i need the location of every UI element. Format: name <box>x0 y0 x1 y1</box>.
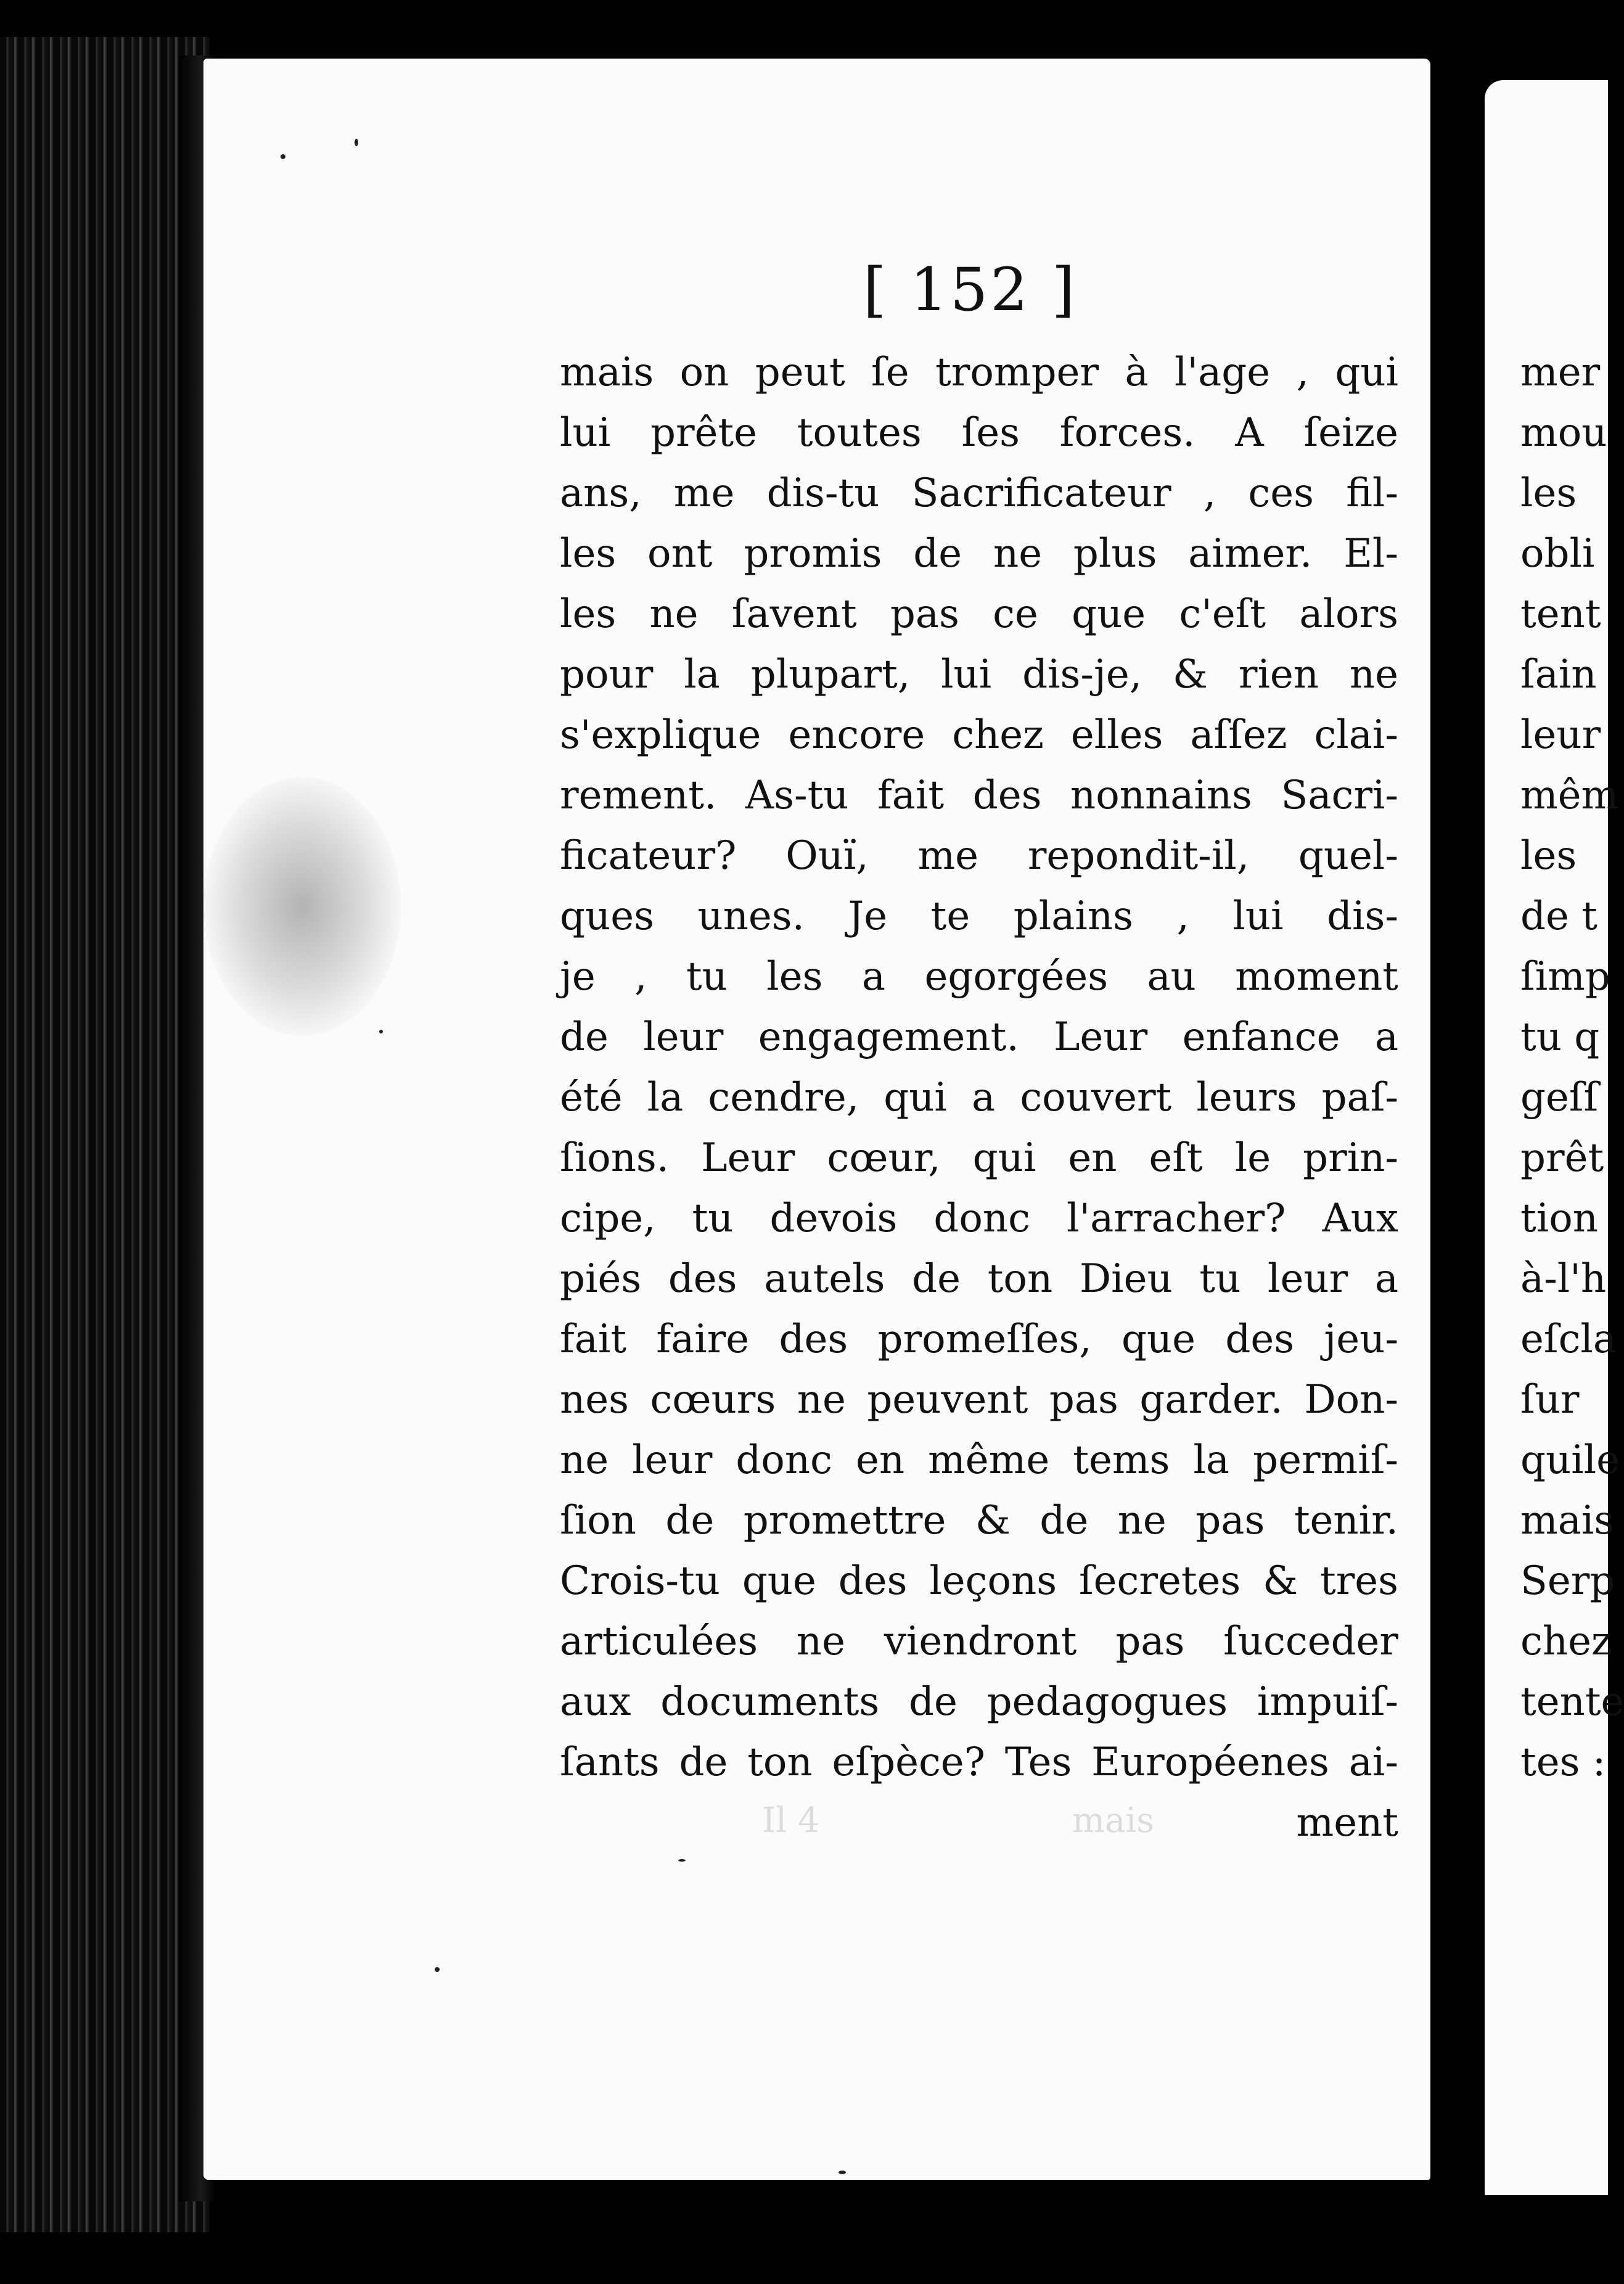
text-line: nes cœurs ne peuvent pas garder. Don- <box>560 1377 1398 1423</box>
facing-text-line: à-l'h <box>1520 1256 1607 1302</box>
facing-text-line: tion <box>1520 1196 1598 1241</box>
text-line: les ne ſavent pas ce que c'eſt alors <box>560 591 1398 637</box>
text-line: s'explique encore chez elles aſſez clai- <box>560 712 1398 758</box>
facing-text-line: Serp <box>1520 1558 1615 1604</box>
facing-text-line: tu q <box>1520 1014 1600 1060</box>
page-number: [ 152 ] <box>863 255 1078 324</box>
facing-text-line: mêm <box>1520 773 1619 818</box>
facing-text-line: de t <box>1520 893 1597 939</box>
paper-stain <box>203 777 401 1036</box>
catchword: ment <box>1296 1800 1398 1846</box>
facing-text-line: ſain <box>1520 652 1597 697</box>
facing-text-line: mais <box>1520 1498 1615 1543</box>
facing-text-line: les <box>1520 470 1577 516</box>
facing-text-line: prêt <box>1520 1135 1604 1181</box>
paper-speck <box>435 1967 440 1972</box>
text-line: été la cendre, qui a couvert leurs paſ- <box>560 1075 1398 1120</box>
facing-text-line: obli <box>1520 531 1595 577</box>
paper-speck <box>678 1859 686 1862</box>
facing-text-line: tente <box>1520 1679 1624 1725</box>
text-line: ſants de ton eſpèce? Tes Européenes ai- <box>560 1740 1398 1785</box>
facing-text-line: tent <box>1520 591 1601 637</box>
facing-text-line: tes : <box>1520 1740 1606 1785</box>
text-line: pour la plupart, lui dis-je, & rien ne <box>560 652 1398 697</box>
facing-text-line: chez <box>1520 1619 1612 1664</box>
paper-speck <box>281 154 285 159</box>
facing-text-line: eſcla <box>1520 1317 1617 1362</box>
facing-text-line: leur <box>1520 712 1601 758</box>
paper-speck <box>379 1030 383 1033</box>
text-line: ſions. Leur cœur, qui en eſt le prin- <box>560 1135 1398 1181</box>
text-line: mais on peut ſe tromper à l'age , qui <box>560 350 1398 395</box>
text-line: ficateur? Ouï, me repondit-il, quel- <box>560 833 1398 879</box>
text-line: ne leur donc en même tems la permiſ- <box>560 1437 1398 1483</box>
facing-text-line: mer <box>1520 350 1601 395</box>
facing-text-line: ſur <box>1520 1377 1580 1423</box>
text-line: articulées ne viendront pas ſucceder <box>560 1619 1398 1664</box>
text-line: ans, me dis-tu Sacrificateur , ces fil- <box>560 470 1398 516</box>
facing-text-line: geſſ <box>1520 1075 1599 1120</box>
facing-text-line: les <box>1520 833 1577 879</box>
text-line: Crois-tu que des leçons ſecretes & tres <box>560 1558 1398 1604</box>
facing-page-text <box>1520 342 1624 1793</box>
text-line: fait faire des promeſſes, que des jeu- <box>560 1317 1398 1362</box>
text-line: cipe, tu devois donc l'arracher? Aux <box>560 1196 1398 1241</box>
page-body-text <box>560 342 1398 1853</box>
text-line: piés des autels de ton Dieu tu leur a <box>560 1256 1398 1302</box>
text-line: de leur engagement. Leur enfance a <box>560 1014 1398 1060</box>
paper-speck <box>355 139 358 146</box>
text-line: ſion de promettre & de ne pas tenir. <box>560 1498 1398 1543</box>
text-line: les ont promis de ne plus aimer. El- <box>560 531 1398 577</box>
paper-speck <box>839 2171 846 2174</box>
text-line: je , tu les a egorgées au moment <box>560 954 1398 1000</box>
facing-text-line: quile <box>1520 1437 1620 1483</box>
facing-text-line: ſimp <box>1520 954 1610 1000</box>
text-line: rement. As-tu fait des nonnains Sacri- <box>560 773 1398 818</box>
text-line: lui prête toutes ſes forces. A ſeize <box>560 410 1398 456</box>
book-gutter-edges <box>0 37 210 2232</box>
text-line: ques unes. Je te plains , lui dis- <box>560 893 1398 939</box>
text-line: aux documents de pedagogues impuiſ- <box>560 1679 1398 1725</box>
facing-text-line: mou <box>1520 410 1607 456</box>
show-through-text: Il 4 mais <box>543 1801 1155 1841</box>
